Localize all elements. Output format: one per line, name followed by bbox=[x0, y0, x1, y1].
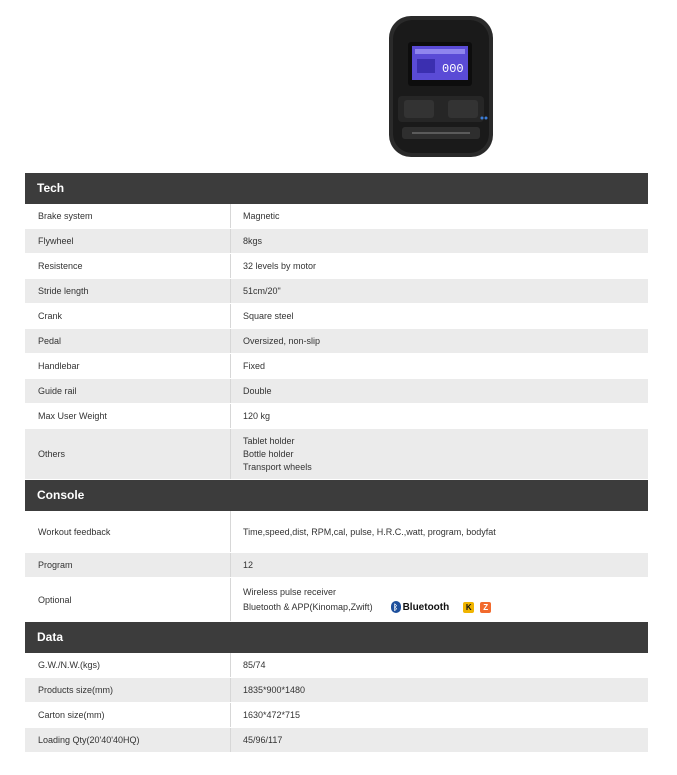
spec-label: Guide rail bbox=[38, 386, 77, 396]
spec-label: Loading Qty(20'40'40HQ) bbox=[38, 735, 140, 745]
section-header-console: Console bbox=[25, 480, 648, 511]
spec-value bbox=[230, 429, 648, 479]
spec-row bbox=[25, 354, 648, 379]
spec-label: Workout feedback bbox=[38, 526, 111, 537]
spec-label: Pedal bbox=[38, 336, 62, 346]
spec-label: Flywheel bbox=[38, 236, 74, 246]
spec-label: Carton size(mm) bbox=[38, 710, 105, 720]
spec-row bbox=[25, 678, 648, 703]
spec-value: 45/96/117 bbox=[230, 728, 648, 752]
spec-label: Products size(mm) bbox=[38, 685, 114, 695]
zwift-icon: Z bbox=[480, 602, 491, 613]
spec-value: 51cm/20" bbox=[230, 279, 648, 303]
spec-value: 1630*472*715 bbox=[230, 703, 648, 727]
spec-value: Oversized, non-slip bbox=[230, 329, 648, 353]
spec-label: Crank bbox=[38, 311, 63, 321]
spec-row bbox=[25, 304, 648, 329]
spec-sheet bbox=[25, 173, 648, 753]
kinomap-icon: K bbox=[463, 602, 474, 613]
spec-value: 120 kg bbox=[230, 404, 648, 428]
spec-row bbox=[25, 653, 648, 678]
spec-label: Stride length bbox=[38, 286, 89, 296]
bluetooth-label: Bluetooth bbox=[402, 601, 450, 613]
spec-label: Program bbox=[38, 560, 73, 570]
spec-value: 1835*900*1480 bbox=[230, 678, 648, 702]
spec-row bbox=[25, 404, 648, 429]
spec-value: Square steel bbox=[230, 304, 648, 328]
spec-value-line: Transport wheels bbox=[243, 461, 312, 472]
spec-label: G.W./N.W.(kgs) bbox=[38, 660, 100, 670]
svg-text:000: 000 bbox=[442, 62, 464, 76]
spec-row bbox=[25, 204, 648, 229]
spec-row bbox=[25, 254, 648, 279]
spec-value: 12 bbox=[230, 553, 648, 577]
spec-value bbox=[230, 578, 648, 621]
spec-value: 32 levels by motor bbox=[230, 254, 648, 278]
section-header-tech: Tech bbox=[25, 173, 648, 204]
spec-row bbox=[25, 511, 648, 553]
spec-row bbox=[25, 229, 648, 254]
spec-value: 85/74 bbox=[230, 653, 648, 677]
spec-value: Double bbox=[230, 379, 648, 403]
section-header-data: Data bbox=[25, 622, 648, 653]
spec-row bbox=[25, 703, 648, 728]
spec-label: Resistence bbox=[38, 261, 83, 271]
spec-label: Brake system bbox=[38, 211, 93, 221]
spec-value-line: Tablet holder bbox=[243, 435, 295, 446]
spec-value-line: Wireless pulse receiver bbox=[243, 586, 337, 597]
spec-row bbox=[25, 578, 648, 622]
bluetooth-icon: ᛒ bbox=[391, 601, 401, 613]
bluetooth-logo bbox=[391, 600, 450, 615]
spec-row bbox=[25, 429, 648, 480]
spec-row bbox=[25, 728, 648, 753]
spec-value-line: Bluetooth & APP(Kinomap,Zwift) bbox=[243, 601, 373, 612]
spec-value: Time,speed,dist, RPM,cal, pulse, H.R.C.,watt, program, bodyfat bbox=[230, 511, 648, 552]
spec-row bbox=[25, 379, 648, 404]
spec-row bbox=[25, 329, 648, 354]
spec-label: Others bbox=[38, 449, 66, 459]
spec-label: Max User Weight bbox=[38, 411, 107, 421]
spec-label: Handlebar bbox=[38, 361, 80, 371]
spec-value: Magnetic bbox=[230, 204, 648, 228]
spec-value: Fixed bbox=[230, 354, 648, 378]
spec-value-line: Bottle holder bbox=[243, 448, 294, 459]
spec-row bbox=[25, 279, 648, 304]
spec-label: Optional bbox=[38, 594, 72, 605]
spec-row bbox=[25, 553, 648, 578]
spec-value: 8kgs bbox=[230, 229, 648, 253]
console-product-image bbox=[386, 14, 496, 159]
